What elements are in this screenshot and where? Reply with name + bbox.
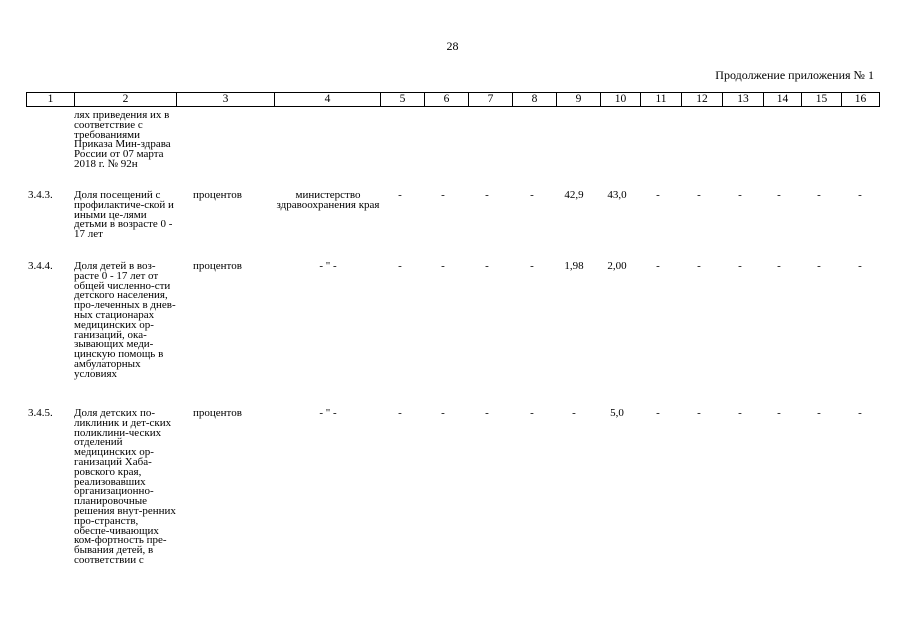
value-cell: 1,98 [564, 260, 584, 272]
column-header: 4 [275, 93, 381, 107]
row-number: 3.4.3. [28, 189, 53, 201]
column-header: 11 [641, 93, 682, 107]
column-number-header [26, 92, 880, 107]
column-header: 15 [802, 93, 842, 107]
value-cell: - [441, 189, 445, 201]
value-cell: - [777, 189, 781, 201]
executor: министерство здравоохранения края [276, 189, 380, 211]
value-cell: - [441, 260, 445, 272]
indicator-name: Доля детей в воз-расте 0 - 17 лет от общей численно-сти детского населения, про-леченных в днев-ных стационарах медицинских ор-ганизаций, ока-зывающих меди-цинскую помощь в амбулаторных условиях [74, 260, 176, 380]
value-cell: - [858, 407, 862, 419]
column-header: 5 [381, 93, 425, 107]
value-cell: - [656, 189, 660, 201]
value-cell: - [697, 260, 701, 272]
indicator-name: Доля детских по-ликлиник и дет-ских поликлини-ческих отделений медицинских ор-ганизаций Хаба-ровского края, реализовавших организационно-планировочные решения внут-ренних про-странств, обеспе-чивающих ком-фортность пре-бывания детей, в соответствии с [74, 407, 176, 566]
unit: процентов [193, 407, 242, 419]
executor: - " - [319, 407, 337, 419]
page-number: 28 [446, 39, 459, 53]
value-cell: - [738, 407, 742, 419]
row-number: 3.4.5. [28, 407, 53, 419]
value-cell: - [398, 407, 402, 419]
executor: - " - [319, 260, 337, 272]
column-header: 2 [75, 93, 177, 107]
value-cell: - [858, 189, 862, 201]
column-header: 7 [469, 93, 513, 107]
column-header: 3 [177, 93, 275, 107]
unit: процентов [193, 260, 242, 272]
value-cell: - [656, 407, 660, 419]
value-cell: - [485, 407, 489, 419]
value-cell: - [485, 260, 489, 272]
column-header: 8 [513, 93, 557, 107]
column-header: 16 [842, 93, 880, 107]
value-cell: - [530, 189, 534, 201]
value-cell: 5,0 [610, 407, 624, 419]
value-cell: 42,9 [564, 189, 584, 201]
column-header: 14 [764, 93, 802, 107]
value-cell: 2,00 [607, 260, 627, 272]
value-cell: - [485, 189, 489, 201]
value-cell: - [738, 189, 742, 201]
value-cell: - [777, 407, 781, 419]
value-cell: - [530, 260, 534, 272]
value-cell: - [656, 260, 660, 272]
column-header: 9 [557, 93, 601, 107]
column-header: 6 [425, 93, 469, 107]
value-cell: 43,0 [607, 189, 627, 201]
value-cell: - [398, 189, 402, 201]
value-cell: - [738, 260, 742, 272]
column-header: 13 [723, 93, 764, 107]
continuation-label: Продолжение приложения № 1 [715, 68, 874, 82]
value-cell: - [817, 260, 821, 272]
value-cell: - [858, 260, 862, 272]
value-cell: - [817, 407, 821, 419]
row-number: 3.4.4. [28, 260, 53, 272]
value-cell: - [697, 407, 701, 419]
unit: процентов [193, 189, 242, 201]
value-cell: - [530, 407, 534, 419]
indicator-name: Доля посещений с профилактиче-ской и иными це-лями детьми в возрасте 0 - 17 лет [74, 189, 174, 241]
value-cell: - [441, 407, 445, 419]
value-cell: - [777, 260, 781, 272]
value-cell: - [817, 189, 821, 201]
value-cell: - [697, 189, 701, 201]
indicator-name: лях приведения их в соответствие с требованиями Приказа Мин-здрава России от 07 марта 2018 г. № 92н [74, 109, 171, 170]
column-header: 10 [601, 93, 641, 107]
column-header: 1 [27, 93, 75, 107]
column-header: 12 [682, 93, 723, 107]
value-cell: - [398, 260, 402, 272]
value-cell: - [572, 407, 576, 419]
